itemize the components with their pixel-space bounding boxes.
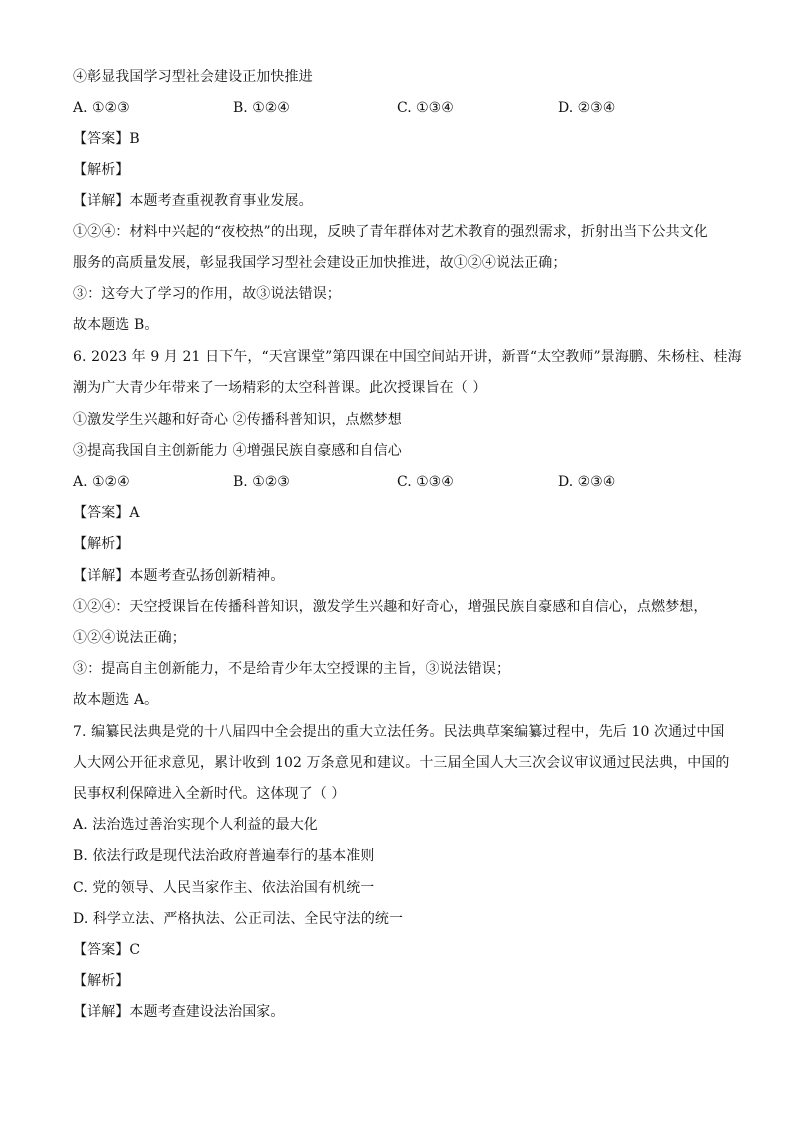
q6-option-a: A. ①②④: [73, 474, 130, 490]
q6-explanation-1a: ①②④：天空授课旨在传播科普知识，激发学生兴趣和好奇心，增强民族自豪感和自信心，点燃梦想，: [73, 599, 708, 615]
q5-analysis: 【解析】: [73, 162, 130, 178]
q6-detail: 【详解】本题考查弘扬创新精神。: [73, 568, 285, 584]
q7-detail: 【详解】本题考查建设法治国家。: [73, 1004, 285, 1020]
q6-explanation-1b: ①②④说法正确；: [73, 630, 186, 646]
q5-option-d: D. ②③④: [558, 100, 616, 116]
q7-stem-3: 民事权利保障进入全新时代。这体现了（ ）: [73, 786, 346, 802]
q5-explanation-1b: 服务的高质量发展，彰显我国学习型社会建设正加快推进，故①②④说法正确；: [73, 255, 567, 271]
q7-option-d: D. 科学立法、严格执法、公正司法、全民守法的统一: [73, 911, 404, 927]
q6-conclusion: 故本题选 A。: [73, 692, 159, 708]
q5-explanation-2: ③：这夸大了学习的作用，故③说法错误；: [73, 286, 341, 302]
q6-items-2: ③提高我国自主创新能力 ④增强民族自豪感和自信心: [73, 443, 402, 459]
q6-option-d: D. ②③④: [558, 474, 616, 490]
q6-option-b: B. ①②③: [233, 474, 290, 490]
q5-option-b: B. ①②④: [233, 100, 290, 116]
q5-detail: 【详解】本题考查重视教育事业发展。: [73, 193, 313, 209]
q5-option-c: C. ①③④: [397, 100, 454, 116]
q7-stem-2: 人大网公开征求意见，累计收到 102 万条意见和建议。十三届全国人大三次会议审议通过民法典，中国的: [73, 755, 730, 771]
q7-stem-1: 7. 编纂民法典是党的十八届四中全会提出的重大立法任务。民法典草案编纂过程中，先后 10 次通过中国: [73, 724, 725, 740]
q6-answer: 【答案】A: [73, 505, 140, 521]
q5-conclusion: 故本题选 B。: [73, 317, 159, 333]
q7-analysis: 【解析】: [73, 973, 130, 989]
q7-option-a: A. 法治选过善治实现个人利益的最大化: [73, 817, 318, 833]
q6-options: [73, 471, 733, 493]
q5-explanation-1a: ①②④：材料中兴起的“夜校热”的出现，反映了青年群体对艺术教育的强烈需求，折射出当下公共文化: [73, 224, 708, 240]
q5-option-a: A. ①②③: [73, 100, 130, 116]
q7-option-c: C. 党的领导、人民当家作主、依法治国有机统一: [73, 880, 375, 896]
q6-stem-1: 6. 2023 年 9 月 21 日下午，“天宫课堂”第四课在中国空间站开讲，新晋“太空教师”景海鹏、朱杨柱、桂海: [73, 349, 742, 365]
q7-answer: 【答案】C: [73, 942, 141, 958]
q7-option-b: B. 依法行政是现代法治政府普遍奉行的基本准则: [73, 848, 375, 864]
q6-stem-2: 潮为广大青少年带来了一场精彩的太空科普课。此次授课旨在（ ）: [73, 380, 487, 396]
q6-explanation-2: ③：提高自主创新能力，不是给青少年太空授课的主旨，③说法错误；: [73, 661, 511, 677]
q6-option-c: C. ①③④: [397, 474, 454, 490]
q6-analysis: 【解析】: [73, 536, 130, 552]
q5-options: [73, 97, 733, 119]
q6-items-1: ①激发学生兴趣和好奇心 ②传播科普知识，点燃梦想: [73, 412, 402, 428]
q5-item-4: ④彰显我国学习型社会建设正加快推进: [73, 69, 313, 85]
q5-answer: 【答案】B: [73, 131, 140, 147]
